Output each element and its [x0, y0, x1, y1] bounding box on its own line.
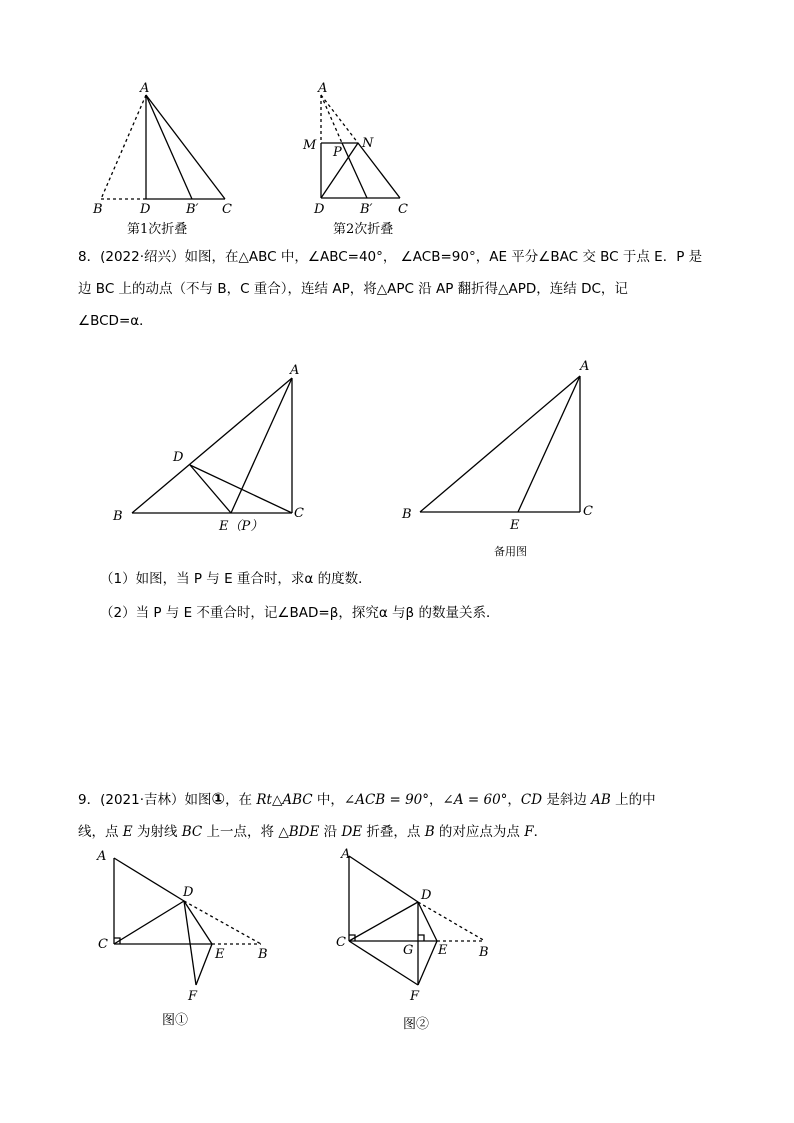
label-B-prime: B′: [186, 202, 199, 217]
label-B: B: [402, 507, 412, 522]
label-E: E: [510, 518, 520, 533]
q9-math-e: E: [122, 824, 133, 840]
label-B: B: [93, 202, 103, 217]
label-A: A: [318, 81, 328, 96]
q9-math-bde: △BDE: [278, 824, 320, 840]
q8-subquestion-2: （2）当 P 与 E 不重合时，记∠BAD=β，探究α 与β 的数量关系．: [100, 605, 500, 621]
q9-math-bc: BC: [181, 824, 203, 840]
label-A: A: [97, 849, 107, 864]
caption-figure-1: 图①: [162, 1013, 189, 1028]
label-D: D: [140, 202, 151, 217]
label-D: D: [183, 885, 194, 900]
q8-line-3: ∠BCD=α．: [78, 313, 153, 329]
label-F: F: [410, 989, 420, 1004]
label-C: C: [294, 506, 304, 521]
label-M: M: [303, 138, 317, 153]
q9-line1-text: ，: [507, 792, 521, 808]
label-B: B: [258, 947, 268, 962]
label-C: C: [98, 937, 108, 952]
label-G: G: [403, 943, 414, 958]
label-C: C: [583, 504, 593, 519]
q9-line1-text: 是斜边: [542, 792, 592, 808]
label-N: N: [362, 136, 374, 151]
q9-fig-ref-circled-1: ①: [211, 789, 226, 808]
label-A: A: [140, 81, 150, 96]
label-B: B: [113, 509, 123, 524]
q9-math-angle-acb: ∠ACB = 90°: [343, 792, 430, 808]
q9-math-ab: AB: [591, 792, 611, 808]
q8-line-2: 边 BC 上的动点（不与 B，C 重合），连结 AP，将△APC 沿 AP 翻折得△APD，连结 DC，记: [78, 281, 628, 297]
q9-line1-text: ，在: [225, 792, 257, 808]
caption-figure-2: 图②: [403, 1017, 430, 1032]
label-F: F: [188, 989, 198, 1004]
q9-math-de: DE: [341, 824, 363, 840]
q9-line2-text: 为射线: [132, 824, 182, 840]
q9-math-rt-abc: Rt△ABC: [256, 792, 313, 808]
label-E-P: E（P）: [219, 519, 264, 534]
caption-first-fold: 第1次折叠: [127, 222, 188, 237]
label-C: C: [222, 202, 232, 217]
label-A: A: [580, 359, 590, 374]
label-E: E: [215, 947, 225, 962]
q9-math-b: B: [424, 824, 435, 840]
label-B: B: [479, 945, 489, 960]
q9-line1-prefix: 9．(2021·吉林）如图: [78, 792, 212, 808]
q9-line1-text: 中，: [312, 792, 344, 808]
label-D: D: [421, 888, 432, 903]
q9-line2-text: 的对应点为点: [434, 824, 525, 840]
label-C: C: [398, 202, 408, 217]
label-A: A: [341, 847, 351, 862]
q8-line-1: 8．(2022·绍兴）如图，在△ABC 中，∠ABC=40°， ∠ACB=90°，AE 平分∠BAC 交 BC 于点 E．P 是: [78, 249, 703, 265]
q9-line2-text: ．: [533, 824, 548, 840]
label-D: D: [173, 450, 184, 465]
label-B-prime: B′: [360, 202, 373, 217]
q9-line2-text: 上一点，将: [202, 824, 279, 840]
q9-math-f: F: [524, 824, 534, 840]
q8-subquestion-1: （1）如图，当 P 与 E 重合时，求α 的度数．: [100, 571, 372, 587]
caption-spare-figure: 备用图: [494, 545, 527, 558]
label-D: D: [314, 202, 325, 217]
q9-line1-text: 上的中: [610, 792, 656, 808]
label-P: P: [333, 145, 342, 160]
label-E: E: [438, 943, 448, 958]
q9-line2-text: 线，点: [78, 824, 123, 840]
q9-math-cd: CD: [520, 792, 543, 808]
caption-second-fold: 第2次折叠: [333, 222, 394, 237]
q9-line2-text: 沿: [319, 824, 342, 840]
q9-line1-text: ，: [429, 792, 443, 808]
q9-line2-text: 折叠，点: [362, 824, 425, 840]
label-A: A: [290, 363, 300, 378]
label-C: C: [336, 935, 346, 950]
q9-math-angle-a: ∠A = 60°: [442, 792, 508, 808]
